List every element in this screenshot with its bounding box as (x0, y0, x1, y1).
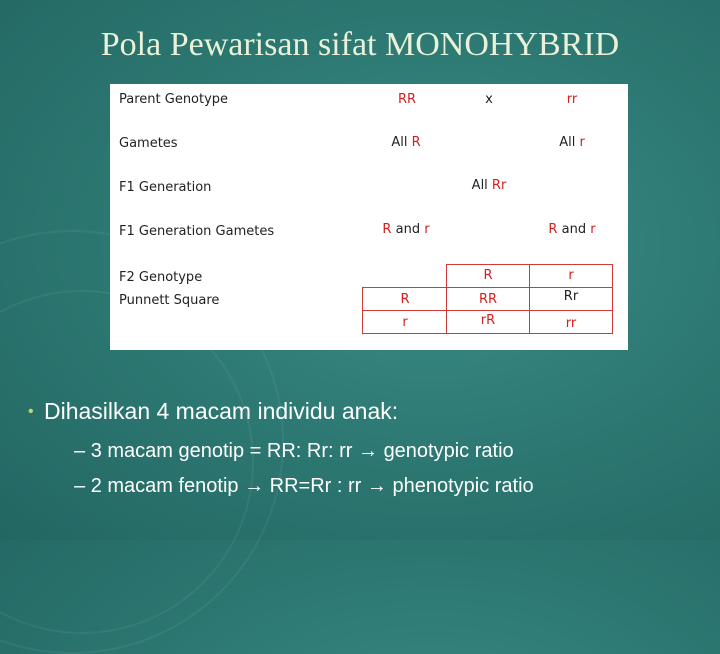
f1-gametes-right: R and r (548, 222, 596, 237)
slide-title: Pola Pewarisan sifat MONOHYBRID (100, 26, 620, 63)
arrow-icon: → (358, 440, 378, 462)
bullet-dot-icon: • (28, 403, 34, 420)
genetics-figure (110, 84, 628, 350)
f1-generation-value: All Rr (471, 178, 507, 193)
punnett-row-header: R (400, 292, 410, 307)
parent-genotype-label: Parent Genotype (119, 92, 229, 107)
gametes-right: All r (559, 135, 585, 150)
arrow-icon: → (244, 475, 265, 497)
punnett-cell: Rr (563, 289, 579, 304)
gametes-label: Gametes (119, 136, 178, 151)
punnett-cell: rr (565, 316, 577, 331)
punnett-col-header: r (568, 268, 574, 283)
gametes-left: All R (391, 135, 421, 150)
parent-left-genotype: RR (397, 92, 417, 107)
punnett-cell: rR (480, 313, 496, 328)
parent-right-genotype: rr (566, 92, 578, 107)
punnett-cell: RR (478, 292, 498, 307)
punnett-row-header: r (402, 315, 408, 330)
sub-bullet-genotype: – 3 macam genotip = RR: Rr: rr → genotypic ratio (74, 440, 514, 462)
arrow-icon: → (366, 475, 387, 497)
f1-generation-label: F1 Generation (119, 180, 212, 195)
punnett-col-header: R (483, 268, 493, 283)
cross-symbol: x (485, 92, 493, 107)
f1-gametes-left: R and r (382, 222, 430, 237)
sub-bullet-phenotype: – 2 macam fenotip → RR=Rr : rr → phenotypic ratio (74, 475, 534, 497)
punnett-square-label: Punnett Square (119, 293, 220, 308)
f1-gametes-label: F1 Generation Gametes (119, 224, 275, 239)
f2-genotype-label: F2 Genotype (119, 270, 203, 285)
